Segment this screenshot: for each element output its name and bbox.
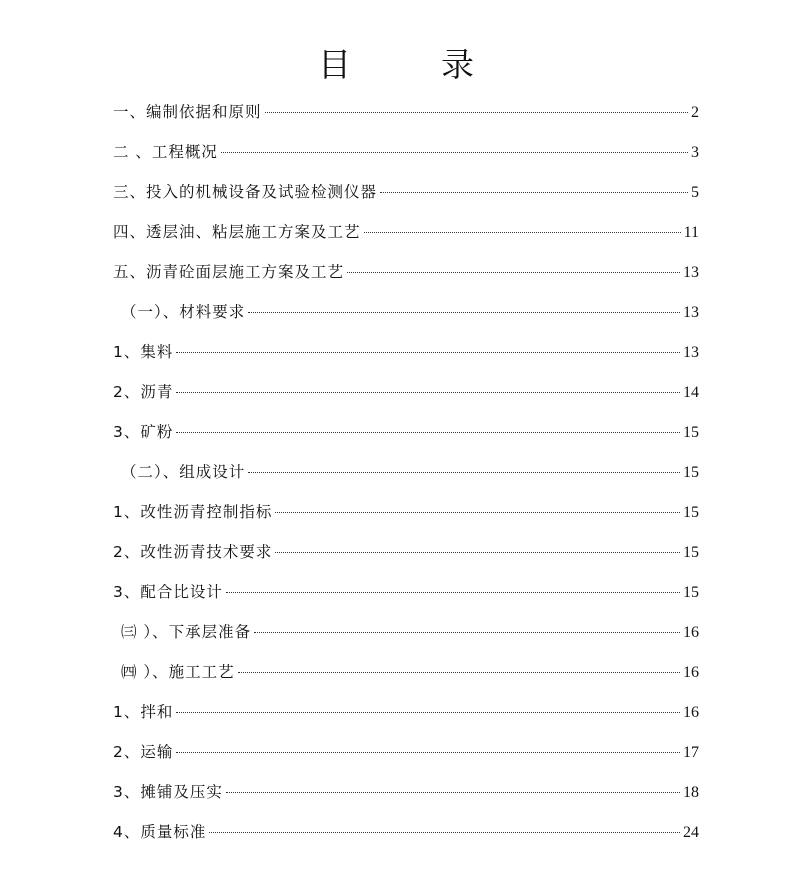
toc-dot-leader bbox=[254, 632, 680, 633]
toc-dot-leader bbox=[176, 352, 680, 353]
toc-dot-leader bbox=[176, 752, 680, 753]
toc-entry-label: ㈢ ）、下承层准备 bbox=[121, 623, 252, 641]
toc-page-number: 15 bbox=[683, 424, 699, 441]
toc-page-number: 3 bbox=[691, 144, 699, 161]
toc-dot-leader bbox=[275, 552, 680, 553]
toc-dot-leader bbox=[176, 432, 680, 433]
toc-entry[interactable] bbox=[113, 492, 699, 532]
toc-entry-label: 2、改性沥青技术要求 bbox=[113, 543, 273, 561]
toc-entry-label: 3、配合比设计 bbox=[113, 583, 223, 601]
toc-page-number: 13 bbox=[683, 304, 699, 321]
toc-entry-label: 四、透层油、粘层施工方案及工艺 bbox=[113, 223, 361, 241]
toc-dot-leader bbox=[275, 512, 680, 513]
title-char-2: 录 bbox=[441, 45, 474, 84]
toc-entry[interactable] bbox=[113, 252, 699, 292]
toc-entry-label: 一、编制依据和原则 bbox=[113, 103, 262, 121]
toc-dot-leader bbox=[380, 192, 688, 193]
toc-dot-leader bbox=[176, 392, 680, 393]
toc-entry-label: 1、改性沥青控制指标 bbox=[113, 503, 273, 521]
toc-entry-label: 2、沥青 bbox=[113, 383, 174, 401]
toc-entry[interactable] bbox=[113, 812, 699, 852]
toc-entry-label: 二 、工程概况 bbox=[113, 143, 218, 161]
toc-entry-label: 五、沥青砼面层施工方案及工艺 bbox=[113, 263, 345, 281]
page-title bbox=[0, 42, 792, 88]
toc-entry[interactable] bbox=[113, 132, 699, 172]
toc-entry-label: 三、投入的机械设备及试验检测仪器 bbox=[113, 183, 378, 201]
toc-entry[interactable] bbox=[113, 612, 699, 652]
toc-entry[interactable] bbox=[113, 212, 699, 252]
toc-page-number: 16 bbox=[683, 704, 699, 721]
toc-entry[interactable] bbox=[113, 372, 699, 412]
toc-entry-label: （一）、材料要求 bbox=[121, 303, 246, 321]
toc-dot-leader bbox=[248, 312, 680, 313]
toc-page-number: 2 bbox=[691, 104, 699, 121]
toc-dot-leader bbox=[176, 712, 680, 713]
toc-entry-label: 4、质量标准 bbox=[113, 823, 207, 841]
toc-page-number: 13 bbox=[683, 344, 699, 361]
toc-dot-leader bbox=[209, 832, 680, 833]
toc-dot-leader bbox=[364, 232, 681, 233]
toc-entry[interactable] bbox=[113, 652, 699, 692]
toc-entry-label: ㈣ ）、施工工艺 bbox=[121, 663, 235, 681]
toc-entry[interactable] bbox=[113, 172, 699, 212]
toc-entry[interactable] bbox=[113, 332, 699, 372]
toc-entry[interactable] bbox=[113, 292, 699, 332]
toc-entry[interactable] bbox=[113, 412, 699, 452]
toc-page-number: 15 bbox=[683, 504, 699, 521]
toc-entry-label: 3、矿粉 bbox=[113, 423, 174, 441]
toc-page-number: 24 bbox=[683, 824, 699, 841]
toc-dot-leader bbox=[221, 152, 688, 153]
toc-entry-label: 1、拌和 bbox=[113, 703, 174, 721]
toc-dot-leader bbox=[265, 112, 688, 113]
toc-page-number: 18 bbox=[683, 784, 699, 801]
toc-entry[interactable] bbox=[113, 452, 699, 492]
toc-page-number: 17 bbox=[683, 744, 699, 761]
toc-entry-label: （二）、组成设计 bbox=[121, 463, 246, 481]
toc-page-number: 15 bbox=[683, 584, 699, 601]
toc-page-number: 11 bbox=[683, 224, 699, 241]
toc-page-number: 16 bbox=[683, 664, 699, 681]
toc-entry[interactable] bbox=[113, 572, 699, 612]
title-char-1: 目 bbox=[318, 45, 351, 84]
toc-entry[interactable] bbox=[113, 92, 699, 132]
toc-entry[interactable] bbox=[113, 732, 699, 772]
toc-entry-label: 1、集料 bbox=[113, 343, 174, 361]
toc-entry[interactable] bbox=[113, 772, 699, 812]
toc-page-number: 14 bbox=[683, 384, 699, 401]
toc-page-number: 16 bbox=[683, 624, 699, 641]
toc-dot-leader bbox=[238, 672, 680, 673]
toc-entry[interactable] bbox=[113, 692, 699, 732]
toc-dot-leader bbox=[248, 472, 680, 473]
toc-entry-label: 3、摊铺及压实 bbox=[113, 783, 223, 801]
toc-page-number: 15 bbox=[683, 464, 699, 481]
toc-dot-leader bbox=[226, 792, 680, 793]
toc-page-number: 13 bbox=[683, 264, 699, 281]
toc-page-number: 15 bbox=[683, 544, 699, 561]
toc-entry[interactable] bbox=[113, 532, 699, 572]
toc-page-number: 5 bbox=[691, 184, 699, 201]
toc-dot-leader bbox=[347, 272, 680, 273]
table-of-contents bbox=[113, 92, 699, 852]
toc-dot-leader bbox=[226, 592, 680, 593]
toc-entry-label: 2、运输 bbox=[113, 743, 174, 761]
